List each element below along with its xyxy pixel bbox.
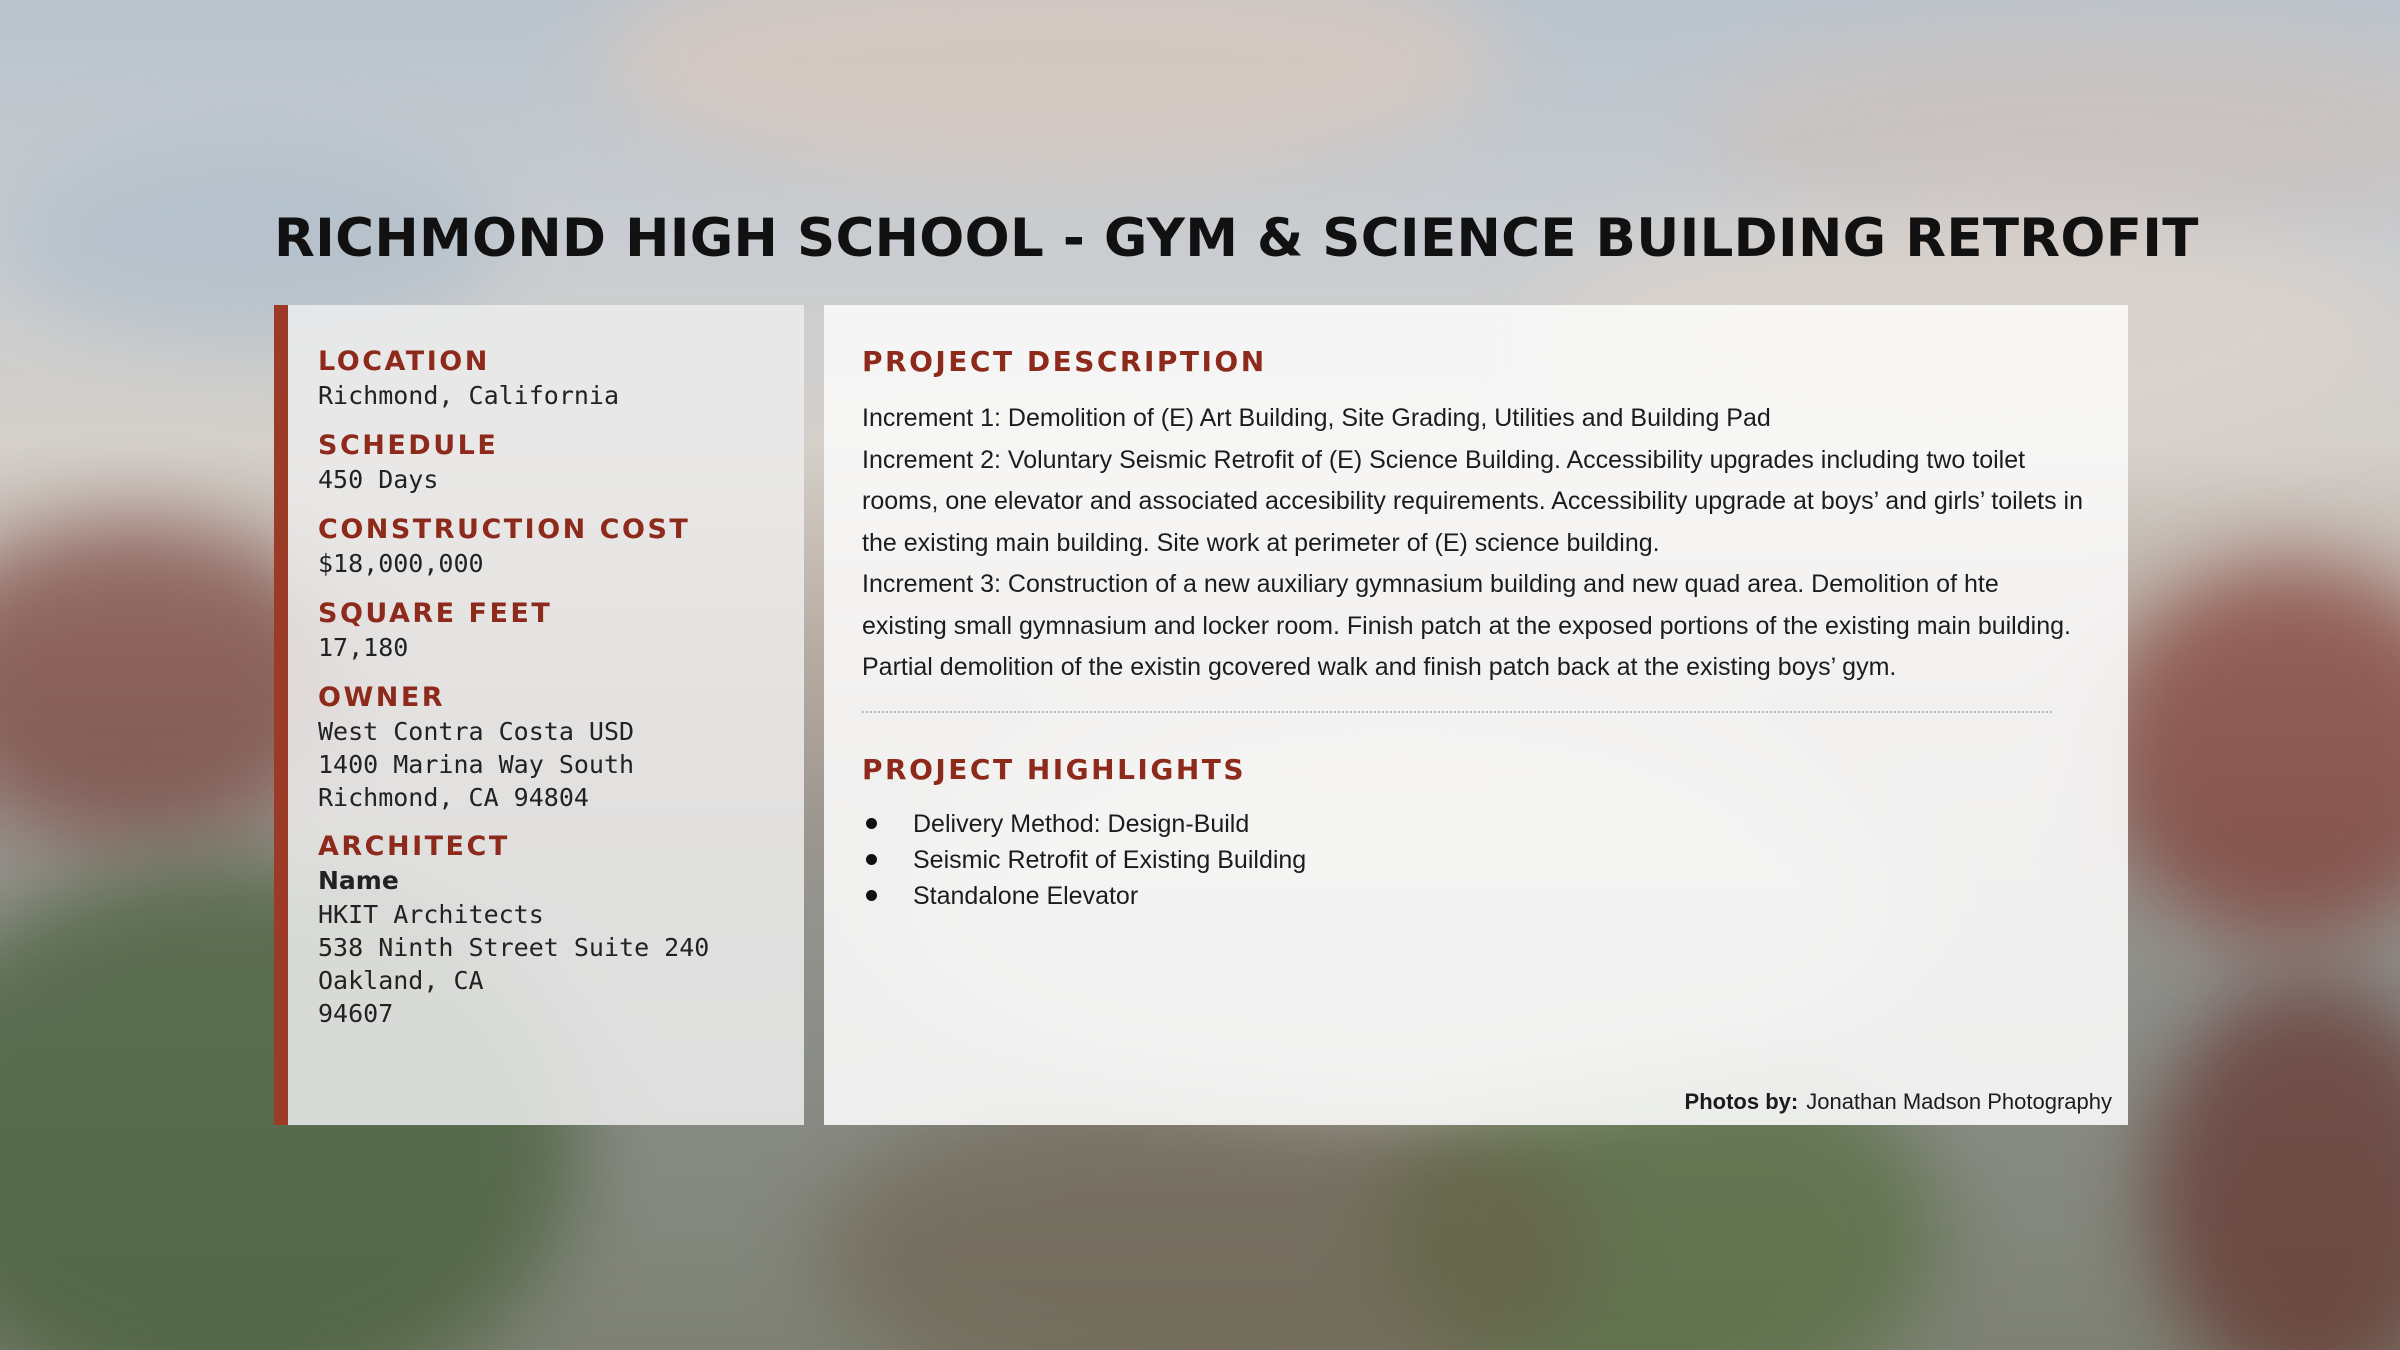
bullet-icon (866, 854, 877, 865)
location-label: LOCATION (318, 346, 490, 377)
description-body (862, 398, 2090, 689)
construction-cost-label: CONSTRUCTION COST (318, 514, 691, 545)
square-feet-value: 17,180 (318, 633, 409, 662)
section-divider (862, 711, 2052, 713)
architect-value: HKIT Architects 538 Ninth Street Suite 240 Oakland, CA 94607 (318, 900, 710, 1028)
description-paragraph: Increment 1: Demolition of (E) Art Building, Site Grading, Utilities and Building Pad (862, 404, 1771, 432)
highlight-text: Delivery Method: Design-Build (913, 809, 1250, 838)
description-paragraph: Increment 2: Voluntary Seismic Retrofit of (E) Science Building. Accessibility upgrades including two toilet rooms, one elevator and associated accesibility requirements. Accessibility upgrade at boys’ and girls’ toilets in the existing main building. Site work at perimeter of (E) science building. (862, 445, 2083, 557)
page-title: RICHMOND HIGH SCHOOL - GYM & SCIENCE BUILDING RETROFIT (274, 208, 2199, 269)
list-item (862, 842, 2090, 878)
highlights-heading: PROJECT HIGHLIGHTS (862, 752, 1247, 786)
bullet-icon (866, 890, 877, 901)
square-feet-label: SQUARE FEET (318, 598, 553, 629)
owner-value: West Contra Costa USD 1400 Marina Way South Richmond, CA 94804 (318, 717, 635, 812)
project-info-panel (274, 305, 804, 1125)
project-details-panel (824, 305, 2128, 1125)
photo-credit (1685, 1089, 2112, 1115)
description-paragraph: Increment 3: Construction of a new auxiliary gymnasium building and new quad area. Demolition of hte existing small gymnasium and locker room. Finish patch at the exposed portions of the existing main building. Partial demolition of the existin gcovered walk and finish patch back at the existing boys’ gym. (862, 570, 2071, 681)
highlights-list (862, 806, 2090, 914)
list-item (862, 806, 2090, 842)
photo-credit-name: Jonathan Madson Photography (1806, 1089, 2112, 1114)
schedule-value: 450 Days (318, 465, 439, 494)
bullet-icon (866, 818, 877, 829)
construction-cost-value: $18,000,000 (318, 549, 484, 578)
owner-label: OWNER (318, 682, 446, 713)
photo-credit-label: Photos by: (1684, 1089, 1799, 1114)
highlight-text: Standalone Elevator (913, 881, 1139, 910)
architect-label: ARCHITECT (318, 831, 510, 862)
list-item (862, 878, 2090, 914)
description-heading: PROJECT DESCRIPTION (862, 345, 1267, 378)
highlight-text: Seismic Retrofit of Existing Building (913, 845, 1307, 874)
schedule-label: SCHEDULE (318, 430, 499, 461)
location-value: Richmond, California (318, 381, 620, 410)
architect-name: Name (318, 866, 399, 895)
